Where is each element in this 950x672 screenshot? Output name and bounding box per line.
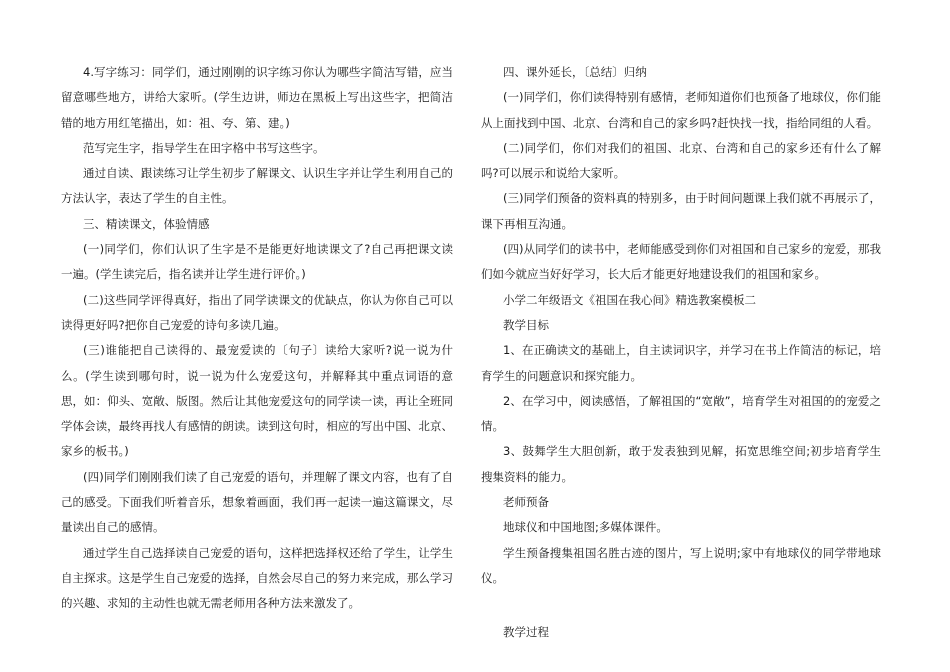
goal-item-3: 3、鼓舞学生大胆创新，敢于发表独到见解，拓宽思维空间;初步培育学生搜集资料的能力。 <box>481 444 881 484</box>
heading-teaching-process: 教学过程 <box>503 625 549 640</box>
goal-item-2: 2、在学习中，阅读感悟，了解祖国的“宽敞”，培育学生对祖国的的宠爱之情。 <box>481 393 881 434</box>
paragraph-step-four: (四)同学们刚刚我们读了自己宠爱的语句，并理解了课文内容，也有了自己的感受。下面我们听着音乐，想象着画面，我们再一起读一遍这篇课文，尽量读出自己的感情。 <box>61 469 453 535</box>
right-column <box>481 60 881 646</box>
paragraph-globe-activity: (一)同学们，你们读得特别有感情，老师知道你们也预备了地球仪，你们能从上面找到中国、北京、台湾和自己的家乡吗?赶快找一找，指给同组的人看。 <box>481 90 881 130</box>
paragraph-teacher-summary: (四)从同学们的读书中，老师能感受到你们对祖国和自己家乡的宠爱，那我们如今就应当好好学习，长大后才能更好地建设我们的祖国和家乡。 <box>481 242 881 282</box>
paragraph-step-two: (二)这些同学评得真好，指出了同学读课文的优缺点，你认为你自己可以读得更好吗?把你自己宠爱的诗句多读几遍。 <box>61 292 453 332</box>
teacher-preparation-items: 地球仪和中国地图;多媒体课件。 <box>503 520 668 535</box>
heading-teaching-goals: 教学目标 <box>503 317 549 332</box>
student-preparation-items: 学生预备搜集祖国名胜古迹的图片，写上说明;家中有地球仪的同学带地球仪。 <box>481 545 881 585</box>
lesson-plan-title: 小学二年级语文《祖国在我心间》精选教案模板二 <box>503 292 756 307</box>
paragraph-materials-exchange: (三)同学们预备的资料真的特别多，由于时间问题课上我们就不再展示了，课下再相互沟通。 <box>481 191 881 231</box>
paragraph-share-knowledge: (二)同学们，你们对我们的祖国、北京、台湾和自己的家乡还有什么了解吗?可以展示和说给大家听。 <box>481 140 881 181</box>
paragraph-choice-note: 通过学生自己选择读自己宠爱的语句，这样把选择权还给了学生，让学生自主探求。这是学生自己宠爱的选择，自然会尽自己的努力来完成，那么学习的兴趣、求知的主动性也就无需老师用各种方法来激发了。 <box>61 545 453 611</box>
section-heading-intensive-reading: 三、精读课文，体验情感 <box>83 216 210 231</box>
section-heading-extension: 四、课外延长，〔总结〕归纳 <box>503 65 647 79</box>
heading-teacher-preparation: 老师预备 <box>503 495 549 510</box>
paragraph-self-reading-note: 通过自读、跟读练习让学生初步了解课文、认识生字并让学生利用自己的方法认字，表达了学生的自主性。 <box>61 166 453 206</box>
paragraph-step-three: (三)谁能把自己读得的、最宠爱读的〔句子〕读给大家听?说一说为什么。(学生读到哪句时，说一说为什么宠爱这句，并解释其中重点词语的意思，如：仰头、宽敞、版图。然后让其他宠爱这句的同学读一读，再让全班同学体会读，最终再找人有感情的朗读。读到这句时，相应的写出中国、北京、家乡的板书。) <box>61 343 453 459</box>
paragraph-step-one: (一)同学们，你们认识了生字是不是能更好地读课文了?自己再把课文读一遍。(学生读完后，指名读并让学生进行评价。) <box>61 242 453 282</box>
paragraph-writing-practice: 4.写字练习：同学们，通过刚刚的识字练习你认为哪些字简洁写错，应当留意哪些地方，讲给大家听。(学生边讲，师边在黑板上写出这些字，把简洁错的地方用红笔描出，如：祖、夸、第、建。) <box>61 65 453 130</box>
paragraph-model-writing: 范写完生字，指导学生在田字格中书写这些字。 <box>83 140 325 155</box>
goal-item-1: 1、在正确读文的基础上，自主读词识字，并学习在书上作简洁的标记，培育学生的问题意识和探究能力。 <box>481 343 881 383</box>
left-column <box>61 60 453 617</box>
